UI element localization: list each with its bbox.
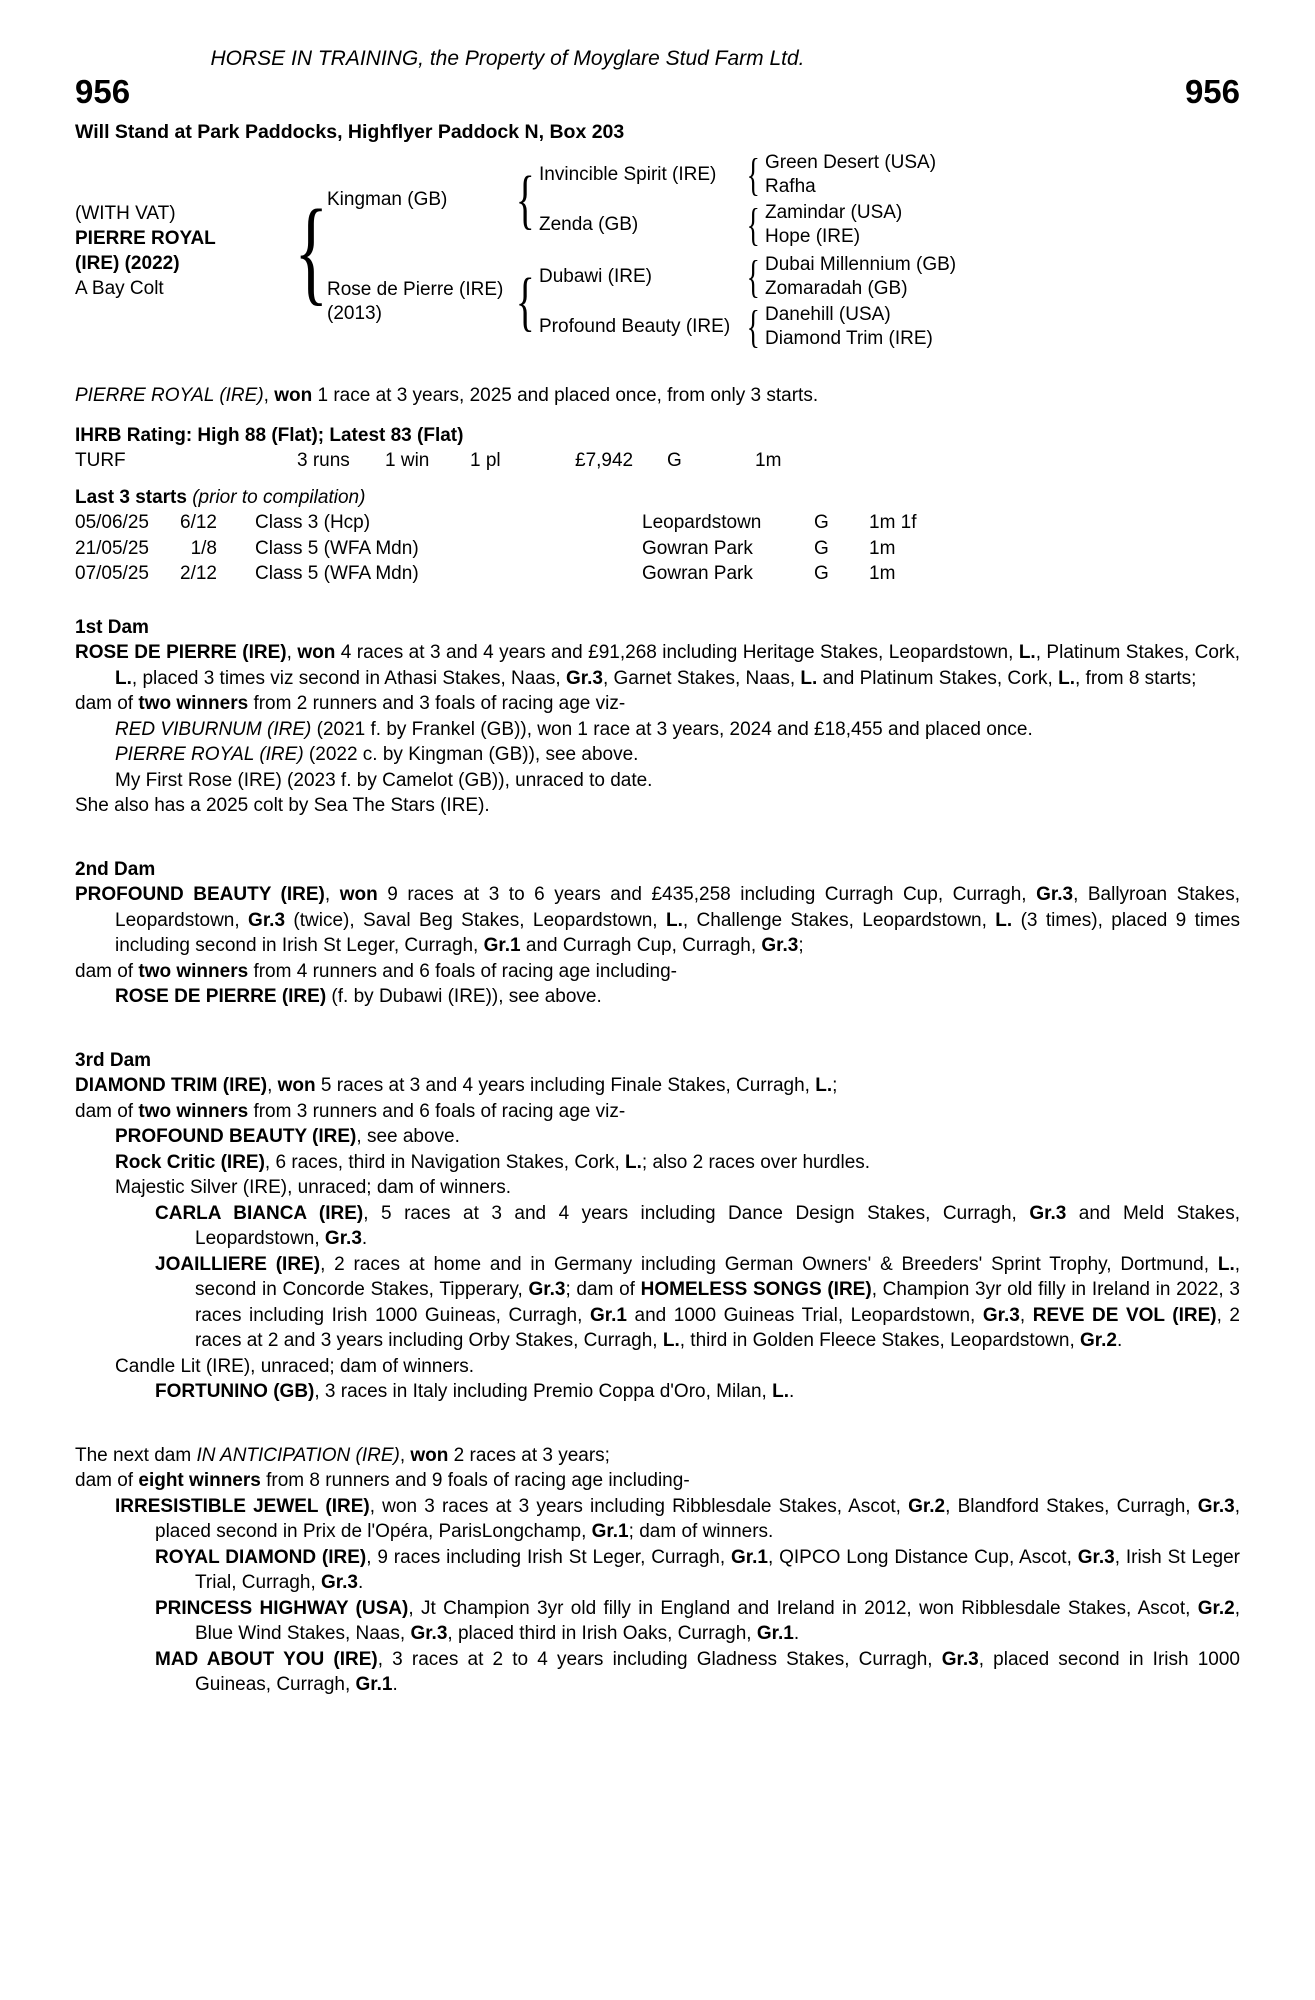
pedigree-paragraph: PROFOUND BEAUTY (IRE), see above. xyxy=(115,1126,460,1148)
pedigree-paragraph: Majestic Silver (IRE), unraced; dam of winners. xyxy=(115,1177,511,1199)
great-grandparent-name: Rafha xyxy=(765,176,816,198)
page-title: HORSE IN TRAINING, the Property of Moyglare Stud Farm Ltd. xyxy=(210,47,805,70)
wins-count: 1 win xyxy=(385,450,430,472)
granddam-branch xyxy=(539,198,1240,250)
earnings-value: £7,942 xyxy=(575,450,634,472)
start-position: 1/8 xyxy=(190,537,217,559)
start-class: Class 5 (WFA Mdn) xyxy=(255,537,419,559)
great-grandparent-name: Green Desert (USA) xyxy=(765,152,937,174)
granddam-branch xyxy=(539,300,1240,352)
dam-year: (2013) xyxy=(327,303,382,325)
pedigree-paragraph: RED VIBURNUM (IRE) (2021 f. by Frankel (GB)), won 1 race at 3 years, 2024 and £18,455 and placed once. xyxy=(115,718,1033,740)
granddam-name: Zenda (GB) xyxy=(539,214,639,236)
start-course: Gowran Park xyxy=(642,537,753,559)
start-class: Class 5 (WFA Mdn) xyxy=(255,563,419,585)
sire-name: Kingman (GB) xyxy=(327,189,448,211)
start-class: Class 3 (Hcp) xyxy=(255,512,371,534)
start-going: G xyxy=(814,512,829,534)
start-position: 6/12 xyxy=(180,512,217,534)
horse-name: PIERRE ROYAL xyxy=(75,228,216,250)
stand-location-note: Will Stand at Park Paddocks, Highflyer Paddock N, Box 203 xyxy=(75,120,625,143)
pedigree-paragraph: dam of two winners from 2 runners and 3 foals of racing age viz- xyxy=(75,693,626,715)
start-date: 07/05/25 xyxy=(75,563,149,585)
last-starts-title: Last 3 starts xyxy=(75,486,187,508)
vat-note: (WITH VAT) xyxy=(75,203,176,225)
section-2nd-dam xyxy=(75,857,1240,1010)
great-grandparents-pair xyxy=(765,253,956,301)
great-grandparent-name: Diamond Trim (IRE) xyxy=(765,328,933,350)
granddam-name: Profound Beauty (IRE) xyxy=(539,316,731,338)
section-3rd-dam xyxy=(75,1048,1240,1405)
horse-name-suffix: (IRE) (2022) xyxy=(75,253,180,275)
pedigree-brace-small: { xyxy=(746,148,760,200)
dam-heading: 1st Dam xyxy=(75,616,149,638)
dam-name xyxy=(327,278,511,326)
start-course: Gowran Park xyxy=(642,563,753,585)
pedigree-paragraph: dam of two winners from 4 runners and 6 foals of racing age including- xyxy=(75,960,677,982)
section-1st-dam xyxy=(75,615,1240,819)
grandsire-name: Invincible Spirit (IRE) xyxy=(539,164,717,186)
section-next-dam xyxy=(75,1443,1240,1698)
pedigree-paragraph: JOAILLIERE (IRE), 2 races at home and in Germany including German Owners' & Breeders' Sprint Trophy, Dortmund, L., second in Concorde Stakes, Tipperary, Gr.3; dam of HOMELESS SONGS (IRE), Champion 3yr old filly in Ireland in 2022, 3 races including Irish 1000 Guineas, Curragh, Gr.1 and 1000 Guineas Trial, Leopardstown, Gr.3, REVE DE VOL (IRE), 2 races at 2 and 3 years including Orby Stakes, Curragh, L., third in Golden Fleece Stakes, Leopardstown, Gr.2. xyxy=(155,1253,1241,1352)
lot-horse-block xyxy=(75,201,287,301)
start-position: 2/12 xyxy=(180,563,217,585)
great-grandparents-pair xyxy=(765,303,933,351)
last-starts-block xyxy=(75,485,1240,587)
pedigree-paragraph: PROFOUND BEAUTY (IRE), won 9 races at 3 to 6 years and £435,258 including Curragh Cup, Curragh, Gr.3, Ballyroan Stakes, Leopardstown, Gr.3 (twice), Saval Beg Stakes, Leopardstown, L., Challenge Stakes, Leopardstown, L. (3 times), placed 9 times including second in Irish St Leger, Curragh, Gr.1 and Curragh Cup, Curragh, Gr.3; xyxy=(75,884,1241,957)
start-date: 05/06/25 xyxy=(75,512,149,534)
great-grandparents-pair xyxy=(765,151,936,199)
grandsire-branch xyxy=(539,148,1240,200)
grandsire-branch xyxy=(539,250,1240,302)
pedigree-paragraph: PIERRE ROYAL (IRE) (2022 c. by Kingman (GB)), see above. xyxy=(115,744,639,766)
race-start-row xyxy=(75,536,1240,562)
great-grandparent-name: Zamindar (USA) xyxy=(765,202,903,224)
pedigree-tree xyxy=(75,148,1240,352)
dam-branch xyxy=(327,250,1240,352)
dam-heading: 2nd Dam xyxy=(75,858,156,880)
last-starts-note: (prior to compilation) xyxy=(192,486,366,508)
lot-number-right: 956 xyxy=(1184,73,1240,111)
pedigree-paragraph: The next dam IN ANTICIPATION (IRE), won 2 races at 3 years; xyxy=(75,1444,610,1466)
race-record-stats xyxy=(75,448,1240,474)
lot-number-row xyxy=(75,75,1240,110)
pedigree-paragraph: My First Rose (IRE) (2023 f. by Camelot (GB)), unraced to date. xyxy=(115,769,653,791)
sire-branch xyxy=(327,148,1240,250)
last-starts-heading xyxy=(75,485,1240,511)
start-distance: 1m 1f xyxy=(869,512,917,534)
horse-description: A Bay Colt xyxy=(75,278,164,300)
pedigree-paragraph: Rock Critic (IRE), 6 races, third in Navigation Stakes, Cork, L.; also 2 races over hurdles. xyxy=(115,1151,871,1173)
pedigree-brace-small: { xyxy=(746,300,760,352)
great-grandparents-pair xyxy=(765,201,902,249)
pedigree-paragraph: ROYAL DIAMOND (IRE), 9 races including Irish St Leger, Curragh, Gr.1, QIPCO Long Distance Cup, Ascot, Gr.3, Irish St Leger Trial, Curragh, Gr.3. xyxy=(155,1546,1240,1594)
dam-heading: 3rd Dam xyxy=(75,1049,152,1071)
pedigree-paragraph: PRINCESS HIGHWAY (USA), Jt Champion 3yr old filly in England and Ireland in 2012, won Ribblesdale Stakes, Ascot, Gr.2, Blue Wind Stakes, Naas, Gr.3, placed third in Irish Oaks, Curragh, Gr.1. xyxy=(155,1597,1241,1645)
start-going: G xyxy=(814,563,829,585)
going-label: G xyxy=(667,450,682,472)
distance-label: 1m xyxy=(755,450,782,472)
pedigree-brace-small: { xyxy=(746,198,760,250)
race-start-row xyxy=(75,510,1240,536)
pedigree-brace-small: { xyxy=(746,250,760,302)
surface-label: TURF xyxy=(75,450,126,472)
start-going: G xyxy=(814,537,829,559)
pedigree-paragraph: dam of eight winners from 8 runners and 9 foals of racing age including- xyxy=(75,1470,690,1492)
pedigree-paragraph: ROSE DE PIERRE (IRE) (f. by Dubawi (IRE)), see above. xyxy=(115,986,602,1008)
pedigree-paragraph: dam of two winners from 3 runners and 6 foals of racing age viz- xyxy=(75,1100,626,1122)
start-course: Leopardstown xyxy=(642,512,762,534)
great-grandparent-name: Zomaradah (GB) xyxy=(765,278,908,300)
dam-name-line: Rose de Pierre (IRE) xyxy=(327,279,504,301)
pedigree-brace-gen1: { xyxy=(294,184,329,316)
great-grandparent-name: Danehill (USA) xyxy=(765,304,891,326)
grandsire-name: Dubawi (IRE) xyxy=(539,266,652,288)
rating-line: IHRB Rating: High 88 (Flat); Latest 83 (Flat) xyxy=(75,424,464,446)
pedigree-brace-sire: { xyxy=(515,162,535,236)
pedigree-paragraph: Candle Lit (IRE), unraced; dam of winners. xyxy=(115,1355,475,1377)
start-distance: 1m xyxy=(869,563,896,585)
pedigree-paragraph: ROSE DE PIERRE (IRE), won 4 races at 3 and 4 years and £91,268 including Heritage Stakes, Leopardstown, L., Platinum Stakes, Cork, L., placed 3 times viz second in Athasi Stakes, Naas, Gr.3, Garnet Stakes, Naas, L. and Platinum Stakes, Cork, L., from 8 starts; xyxy=(75,642,1240,689)
start-date: 21/05/25 xyxy=(75,537,149,559)
pedigree-paragraph: DIAMOND TRIM (IRE), won 5 races at 3 and 4 years including Finale Stakes, Curragh, L.; xyxy=(75,1075,838,1097)
great-grandparent-name: Hope (IRE) xyxy=(765,226,861,248)
pedigree-paragraph: MAD ABOUT YOU (IRE), 3 races at 2 to 4 years including Gladness Stakes, Curragh, Gr.3, placed second in Irish 1000 Guineas, Curragh, Gr.1. xyxy=(155,1648,1240,1696)
runs-count: 3 runs xyxy=(297,450,350,472)
pedigree-paragraph: FORTUNINO (GB), 3 races in Italy including Premio Coppa d'Oro, Milan, L.. xyxy=(155,1381,795,1403)
pedigree-paragraph: IRRESISTIBLE JEWEL (IRE), won 3 races at 3 years including Ribblesdale Stakes, Ascot, Gr.2, Blandford Stakes, Curragh, Gr.3, placed second in Prix de l'Opéra, ParisLongchamp, Gr.1; dam of winners. xyxy=(115,1495,1240,1543)
pedigree-paragraph: She also has a 2025 colt by Sea The Stars (IRE). xyxy=(75,795,490,817)
race-summary: PIERRE ROYAL (IRE), won 1 race at 3 years, 2025 and placed once, from only 3 starts. xyxy=(75,385,819,407)
pedigree-paragraph: CARLA BIANCA (IRE), 5 races at 3 and 4 years including Dance Design Stakes, Curragh, Gr.3 and Meld Stakes, Leopardstown, Gr.3. xyxy=(155,1202,1241,1250)
lot-number-left: 956 xyxy=(75,73,131,111)
start-distance: 1m xyxy=(869,537,896,559)
race-start-row xyxy=(75,561,1240,587)
pedigree-brace-dam: { xyxy=(515,264,535,338)
places-count: 1 pl xyxy=(470,450,501,472)
great-grandparent-name: Dubai Millennium (GB) xyxy=(765,254,957,276)
